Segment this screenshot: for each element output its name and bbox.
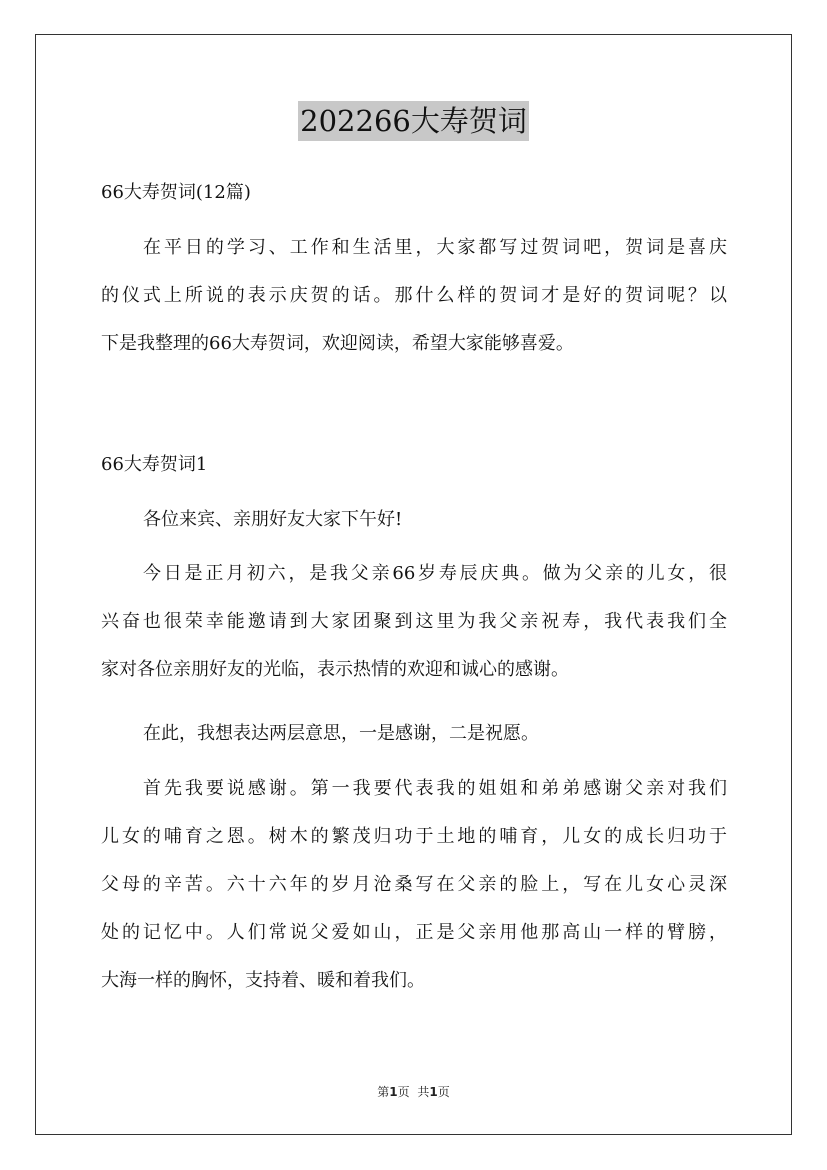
footer-page-number: 1 bbox=[389, 1085, 398, 1099]
intro-line: 在平日的学习、工作和生活里，大家都写过贺词吧，贺词是喜庆 bbox=[143, 237, 727, 258]
paragraph-line: 兴奋也很荣幸能邀请到大家团聚到这里为我父亲祝寿，我代表我们全 bbox=[101, 611, 727, 632]
document-title: 202266大寿贺词 bbox=[298, 101, 529, 141]
paragraph-line: 儿女的哺育之恩。树木的繁茂归功于土地的哺育，儿女的成长归功于 bbox=[101, 826, 727, 847]
paragraph-line: 家对各位亲朋好友的光临，表示热情的欢迎和诚心的感谢。 bbox=[101, 659, 569, 680]
paragraph-line: 父母的辛苦。六十六年的岁月沧桑写在父亲的脸上，写在儿女心灵深 bbox=[101, 874, 727, 895]
paragraph-line: 今日是正月初六，是我父亲66岁寿辰庆典。做为父亲的儿女，很 bbox=[143, 563, 727, 584]
paragraph-3 bbox=[101, 777, 727, 1017]
paragraph-line: 处的记忆中。人们常说父爱如山，正是父亲用他那高山一样的臂膀， bbox=[101, 922, 727, 943]
paragraph-2: 在此，我想表达两层意思，一是感谢，二是祝愿。 bbox=[143, 723, 539, 744]
footer-total-number: 1 bbox=[429, 1085, 438, 1099]
footer-page-prefix: 第 bbox=[377, 1085, 390, 1099]
paragraph-1 bbox=[101, 562, 727, 706]
paragraph-line: 大海一样的胸怀，支持着、暖和着我们。 bbox=[101, 970, 425, 991]
section-heading: 66大寿贺词1 bbox=[101, 454, 208, 475]
intro-paragraph bbox=[101, 236, 727, 380]
footer-total-suffix: 页 bbox=[437, 1085, 450, 1099]
paragraph-line: 首先我要说感谢。第一我要代表我的姐姐和弟弟感谢父亲对我们 bbox=[143, 778, 727, 799]
intro-line: 下是我整理的66大寿贺词，欢迎阅读，希望大家能够喜爱。 bbox=[101, 333, 574, 354]
footer-total-prefix: 共 bbox=[417, 1085, 430, 1099]
intro-line: 的仪式上所说的表示庆贺的话。那什么样的贺词才是好的贺词呢？以 bbox=[101, 285, 727, 306]
subtitle: 66大寿贺词(12篇) bbox=[101, 182, 251, 203]
greeting-line: 各位来宾、亲朋好友大家下午好! bbox=[143, 509, 403, 530]
footer-page-suffix: 页 bbox=[397, 1085, 410, 1099]
page-footer bbox=[0, 1083, 827, 1100]
title-container bbox=[0, 101, 827, 141]
